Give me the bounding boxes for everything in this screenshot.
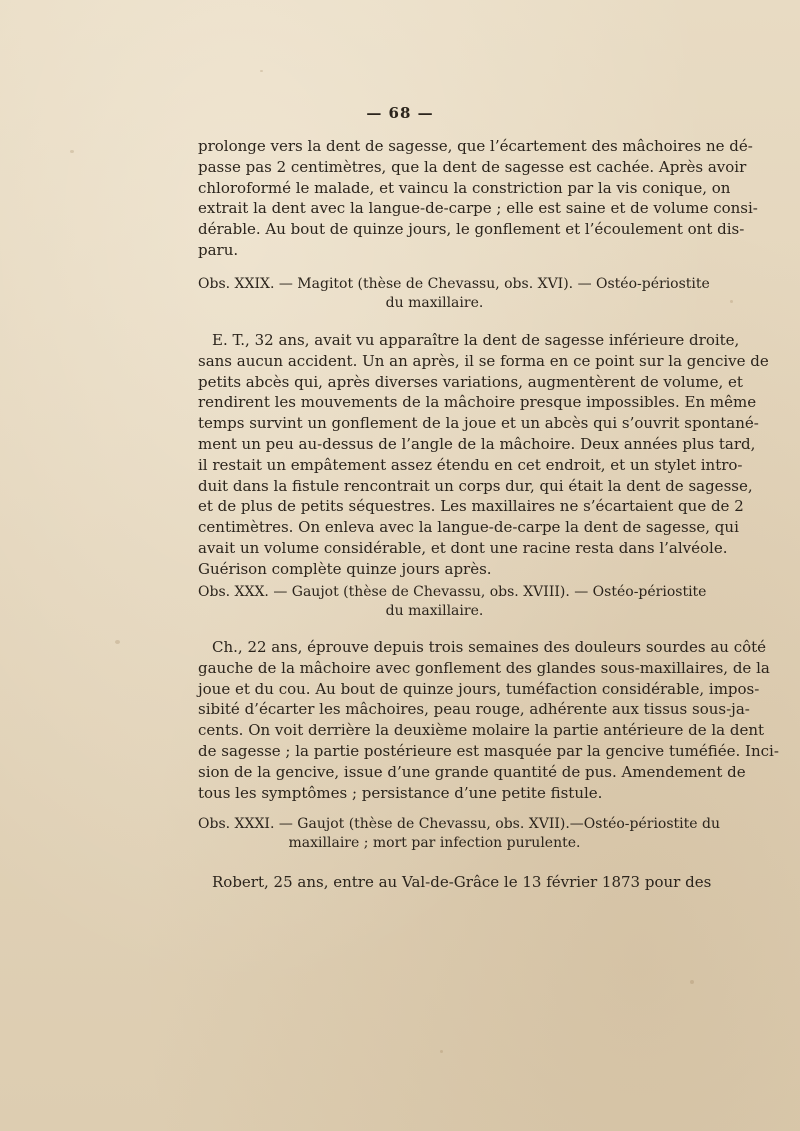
text-line: il restait un empâtement assez étendu en cet endroit, et un stylet intro- [198,455,743,474]
paragraph-observation-31 [198,872,712,893]
text-line: Guérison complète quinze jours après. [198,559,492,578]
text-line: Robert, 25 ans, entre au Val-de-Grâce le 13 février 1873 pour des [212,873,712,891]
text-line: cents. On voit derrière la deuxième molaire la partie antérieure de la dent [198,721,765,740]
paper-stain [260,70,263,72]
text-line: duit dans la fistule rencontrait un corps dur, qui était la dent de sagesse, [198,476,753,495]
text-line: E. T., 32 ans, avait vu apparaître la dent de sagesse inférieure droite, [212,331,740,349]
text-line: sion de la gencive, issue d’une grande quantité de pus. Amendement de [198,762,746,781]
paragraph-observation-30 [198,637,779,803]
observation-heading-30 [198,583,707,621]
text-line: sans aucun accident. Un an après, il se forma en ce point sur la gencive de [198,351,769,370]
paper-stain [690,980,694,984]
observation-heading-29 [198,275,710,313]
text-line: extrait la dent avec la langue-de-carpe ; elle est saine et de volume consi- [198,199,758,218]
text-line: petits abcès qui, après diverses variations, augmentèrent de volume, et [198,372,743,391]
page-number: — 68 — [366,104,434,122]
paper-stain [70,150,74,153]
observation-heading-31 [198,815,720,853]
heading-line: du maxillaire. [385,295,484,311]
text-line: paru. [198,240,239,259]
text-line: avait un volume considérable, et dont une racine resta dans l’alvéole. [198,538,728,557]
text-line: passe pas 2 centimètres, que la dent de sagesse est cachée. Après avoir [198,157,747,176]
text-line: ment un peu au-dessus de l’angle de la mâchoire. Deux années plus tard, [198,434,756,453]
heading-line: Obs. XXXI. — Gaujot (thèse de Chevassu, obs. XVII).—Ostéo-périostite du [198,816,720,832]
text-line: dérable. Au bout de quinze jours, le gonflement et l’écoulement ont dis- [198,220,745,239]
text-line: Ch., 22 ans, éprouve depuis trois semaines des douleurs sourdes au côté [212,638,767,656]
heading-line: du maxillaire. [385,603,484,619]
paper-stain [115,640,120,644]
text-line: de sagesse ; la partie postérieure est masquée par la gencive tuméfiée. Inci- [198,741,779,760]
text-line: sibité d’écarter les mâchoires, peau rouge, adhérente aux tissus sous-ja- [198,700,750,719]
text-line: tous les symptômes ; persistance d’une petite fistule. [198,783,603,802]
heading-line: Obs. XXX. — Gaujot (thèse de Chevassu, obs. XVIII). — Ostéo-périostite [198,584,707,600]
heading-line: maxillaire ; mort par infection purulente. [288,835,581,851]
text-line: gauche de la mâchoire avec gonflement des glandes sous-maxillaires, de la [198,658,770,677]
paragraph-observation-29 [198,330,769,580]
paragraph-continuation [198,136,758,261]
text-line: joue et du cou. Au bout de quinze jours, tuméfaction considérable, impos- [198,679,760,698]
heading-line: Obs. XXIX. — Magitot (thèse de Chevassu, obs. XVI). — Ostéo-périostite [198,276,710,292]
text-line: chloroformé le malade, et vaincu la constriction par la vis conique, on [198,178,731,197]
text-line: et de plus de petits séquestres. Les maxillaires ne s’écartaient que de 2 [198,497,744,516]
paper-stain [440,1050,443,1053]
text-line: prolonge vers la dent de sagesse, que l’écartement des mâchoires ne dé- [198,137,753,155]
paper-stain [730,300,733,303]
text-line: rendirent les mouvements de la mâchoire presque impossibles. En même [198,393,757,412]
text-line: temps survint un gonflement de la joue et un abcès qui s’ouvrit spontané- [198,414,759,433]
text-line: centimètres. On enleva avec la langue-de-carpe la dent de sagesse, qui [198,518,739,537]
